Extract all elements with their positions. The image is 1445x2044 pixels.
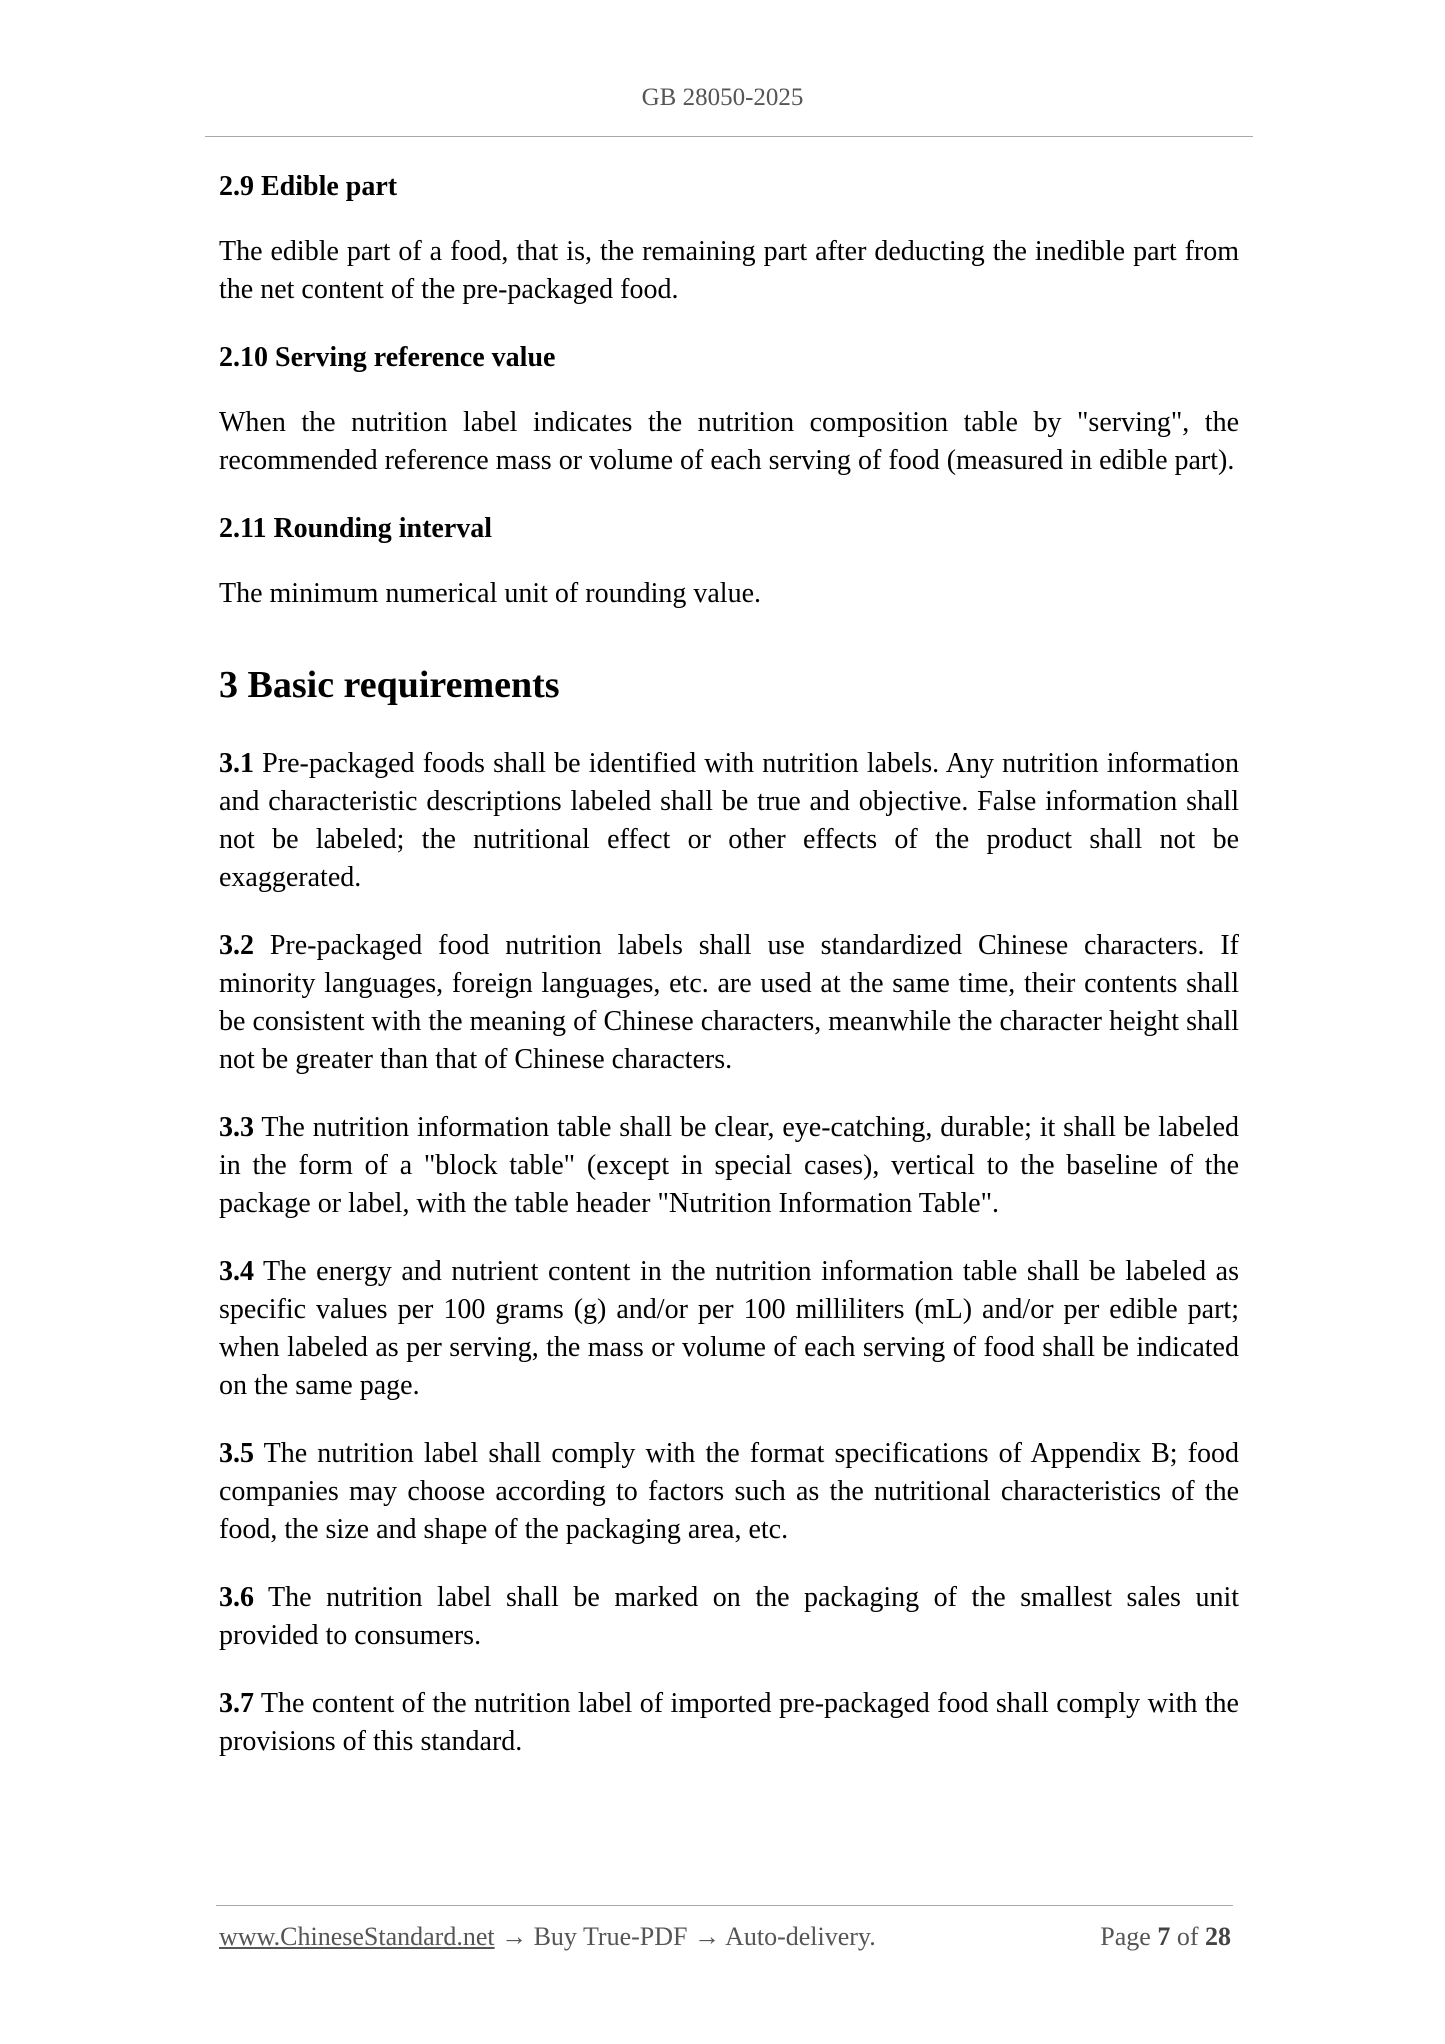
section-text-2-10: When the nutrition label indicates the nutrition composition table by "serving", the recommended reference mass or volume of each serving of food (measured in edible part).	[219, 407, 1239, 476]
clause-3-4	[219, 1253, 1239, 1405]
clause-text: Pre-packaged food nutrition labels shall use standardized Chinese characters. If minority languages, foreign languages, etc. are used at the same time, their contents shall be consistent with the meaning of Chinese characters, meanwhile the character height shall not be greater than that of Chinese characters.	[219, 930, 1239, 1075]
clause-3-6	[219, 1579, 1239, 1655]
page-number	[1100, 1922, 1231, 1952]
clause-number: 3.7	[219, 1688, 254, 1719]
page-footer	[219, 1922, 1231, 1952]
arrow-right-icon: →	[687, 1922, 726, 1951]
auto-delivery-text: Auto-delivery.	[725, 1922, 876, 1951]
section-heading-2-11: 2.11 Rounding interval	[219, 513, 493, 544]
clause-text: The nutrition information table shall be clear, eye-catching, durable; it shall be labeled in the form of a "block table" (except in special cases), vertical to the baseline of the package or label, with the table header "Nutrition Information Table".	[219, 1112, 1239, 1219]
clause-text: The nutrition label shall comply with the format specifications of Appendix B; food companies may choose according to factors such as the nutritional characteristics of the food, the size and shape of the packaging area, etc.	[219, 1438, 1239, 1545]
section-heading-2-10: 2.10 Serving reference value	[219, 342, 556, 373]
clause-number: 3.4	[219, 1256, 254, 1287]
section-text-2-9: The edible part of a food, that is, the remaining part after deducting the inedible part from the net content of the pre-packaged food.	[219, 236, 1239, 305]
page-content	[219, 168, 1239, 1791]
clause-3-7	[219, 1685, 1239, 1761]
page-label: Page	[1100, 1922, 1158, 1951]
clause-number: 3.1	[219, 748, 254, 779]
buy-true-pdf-text: Buy True-PDF	[533, 1922, 688, 1951]
page-of: of	[1170, 1922, 1205, 1951]
document-code-header: GB 28050-2025	[641, 84, 804, 111]
clause-3-1	[219, 745, 1239, 897]
page-current: 7	[1157, 1922, 1171, 1951]
section-text-2-11: The minimum numerical unit of rounding value.	[219, 578, 761, 609]
clause-text: The content of the nutrition label of imported pre-packaged food shall comply with the provisions of this standard.	[219, 1688, 1239, 1757]
clause-number: 3.2	[219, 930, 254, 961]
footer-divider	[216, 1905, 1233, 1906]
arrow-right-icon: →	[494, 1922, 534, 1951]
section-heading-2-9: 2.9 Edible part	[219, 171, 398, 202]
clause-3-2	[219, 927, 1239, 1079]
page-total: 28	[1205, 1922, 1231, 1951]
clause-3-3	[219, 1109, 1239, 1223]
clause-text: The nutrition label shall be marked on the packaging of the smallest sales unit provided to consumers.	[219, 1582, 1239, 1651]
footer-promo	[219, 1922, 876, 1952]
clause-number: 3.3	[219, 1112, 254, 1143]
header-divider	[205, 136, 1253, 137]
clause-number: 3.5	[219, 1438, 254, 1469]
site-link[interactable]: www.ChineseStandard.net	[219, 1922, 495, 1951]
clause-text: The energy and nutrient content in the nutrition information table shall be labeled as specific values per 100 grams (g) and/or per 100 milliliters (mL) and/or per edible part; when labeled as per serving, the mass or volume of each serving of food shall be indicated on the same page.	[219, 1256, 1239, 1401]
clause-text: Pre-packaged foods shall be identified with nutrition labels. Any nutrition information and characteristic descriptions labeled shall be true and objective. False information shall not be labeled; the nutritional effect or other effects of the product shall not be exaggerated.	[219, 748, 1239, 893]
clause-number: 3.6	[219, 1582, 254, 1613]
clause-3-5	[219, 1435, 1239, 1549]
chapter-title: 3 Basic requirements	[219, 664, 560, 706]
